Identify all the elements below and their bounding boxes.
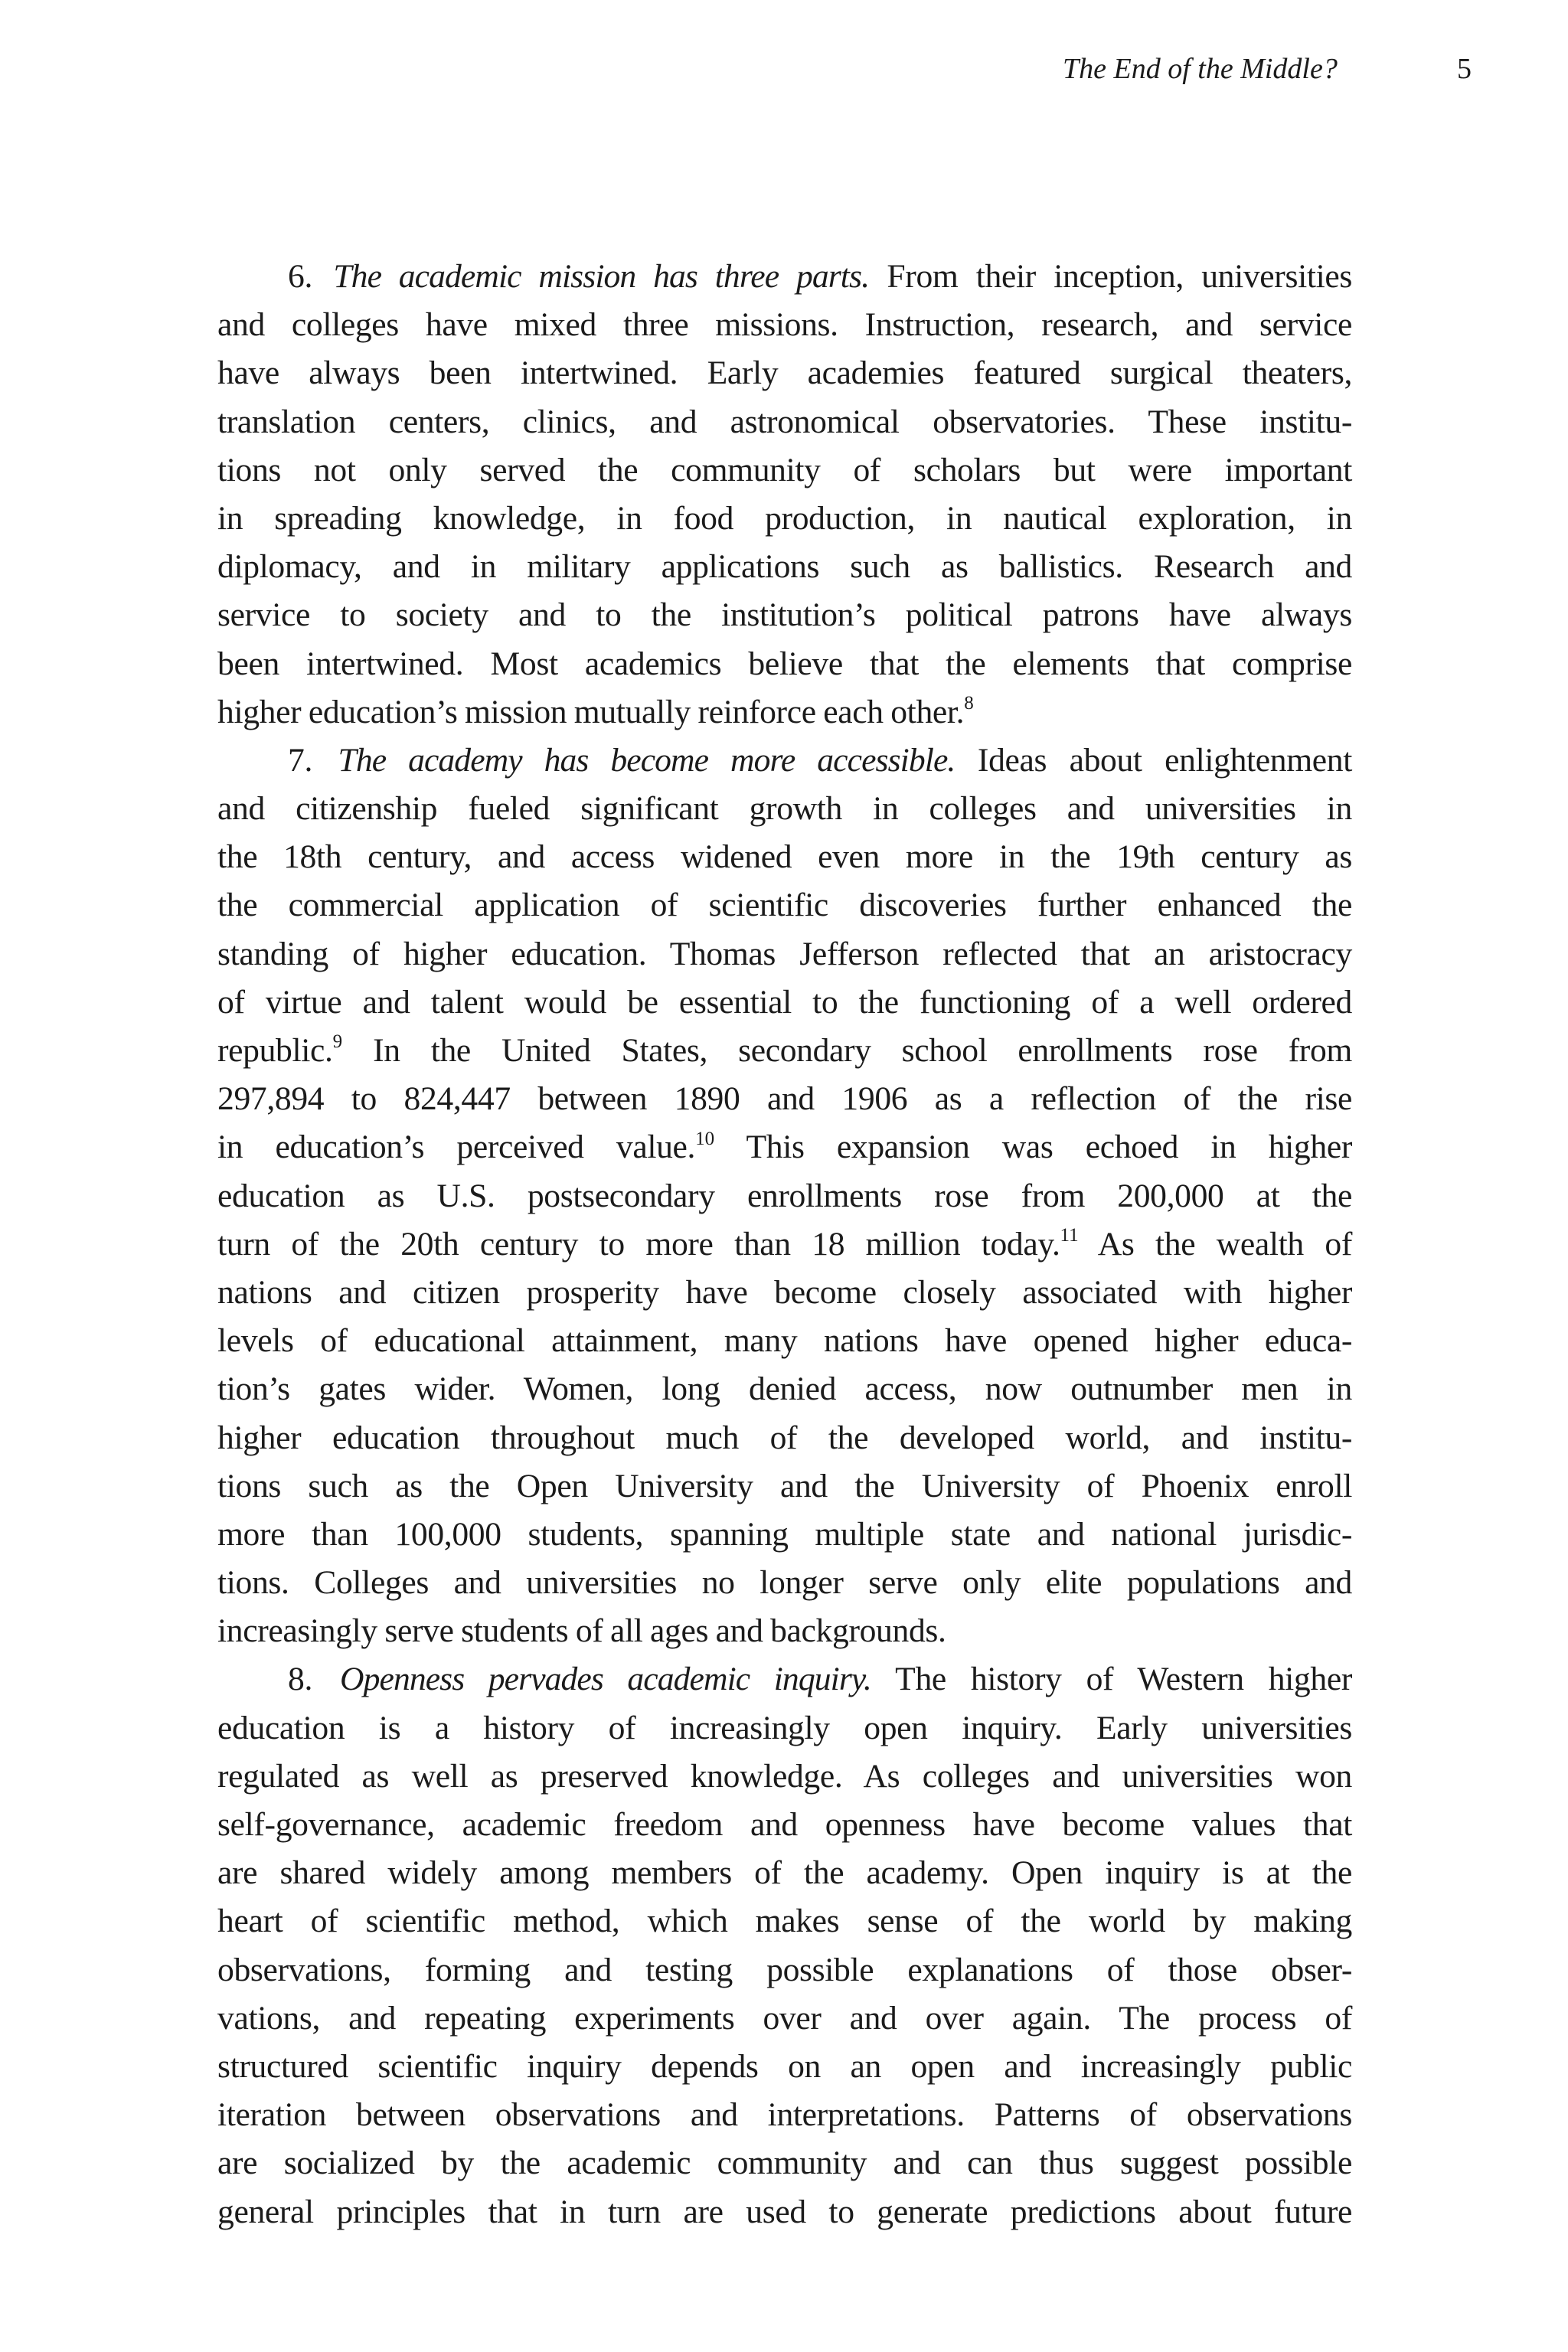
text-line: nations and citizen prosperity have become closely associated with higher: [217, 1273, 1352, 1311]
footnote-marker: 10: [695, 1128, 715, 1149]
text-line: levels of educational attainment, many nations have opened higher educa-: [217, 1322, 1352, 1360]
text-line: and citizenship fueled significant growth in colleges and universities in: [217, 790, 1352, 828]
body-text: [217, 253, 1352, 2236]
text-line: service to society and to the institution’s political patrons have always: [217, 596, 1352, 634]
text-line: regulated as well as preserved knowledge. As colleges and universities won: [217, 1757, 1352, 1795]
text-line: and colleges have mixed three missions. Instruction, research, and service: [217, 306, 1352, 344]
text-line: of virtue and talent would be essential to the functioning of a well ordered: [217, 983, 1352, 1021]
paragraph-heading: The academy has become more accessible.: [338, 741, 956, 779]
text-line: structured scientific inquiry depends on an open and increasingly public: [217, 2047, 1352, 2085]
text-line: 8. Openness pervades academic inquiry. The history of Western higher: [288, 1661, 1352, 1698]
text-line: higher education throughout much of the developed world, and institu-: [217, 1419, 1352, 1456]
paragraph-heading: Openness pervades academic inquiry.: [340, 1661, 871, 1698]
text-line: 297,894 to 824,447 between 1890 and 1906 as a reflection of the rise: [217, 1080, 1352, 1118]
running-head: [0, 47, 1568, 90]
text-line: the 18th century, and access widened even more in the 19th century as: [217, 838, 1352, 876]
text-line: higher education’s mission mutually reinforce each other.$^8$: [217, 693, 974, 730]
text-line: increasingly serve students of all ages and backgrounds.: [217, 1612, 946, 1650]
text-line: observations, forming and testing possible explanations of those obser-: [217, 1951, 1352, 1988]
text-line: been intertwined. Most academics believe that the elements that comprise: [217, 645, 1352, 682]
text-line: 6. The academic mission has three parts. From their inception, universities: [288, 258, 1352, 295]
text-line: education is a history of increasingly open inquiry. Early universities: [217, 1709, 1352, 1746]
running-title: The End of the Middle?: [1063, 53, 1338, 85]
text-line: tions. Colleges and universities no longer serve only elite populations and: [217, 1564, 1352, 1602]
paragraph-6: [217, 253, 1352, 737]
footnote-marker: 9: [332, 1031, 343, 1053]
text-line: diplomacy, and in military applications such as ballistics. Research and: [217, 548, 1352, 586]
footnote-marker: 8: [964, 693, 974, 714]
text-line: standing of higher education. Thomas Jefferson reflected that an aristocracy: [217, 935, 1352, 972]
text-line: turn of the 20th century to more than 18 million today.$^{11}$ As the wealth of: [217, 1225, 1352, 1263]
text-line: tions not only served the community of scholars but were important: [217, 451, 1352, 488]
text-line: 7. The academy has become more accessible. Ideas about enlightenment: [288, 741, 1352, 779]
paragraph-heading: The academic mission has three parts.: [333, 258, 870, 295]
text-line: more than 100,000 students, spanning multiple state and national jurisdic-: [217, 1515, 1352, 1553]
footnote-marker: 11: [1060, 1225, 1079, 1246]
text-line: education as U.S. postsecondary enrollments rose from 200,000 at the: [217, 1177, 1352, 1214]
paragraph-7: [217, 737, 1352, 1656]
text-line: republic.$^9$ In the United States, secondary school enrollments rose from: [217, 1031, 1352, 1069]
paragraph-number: 7.: [288, 741, 312, 779]
text-line: are shared widely among members of the academy. Open inquiry is at the: [217, 1854, 1352, 1892]
paragraph-number: 8.: [288, 1661, 312, 1698]
text-line: general principles that in turn are used to generate predictions about future: [217, 2193, 1352, 2230]
paragraph-number: 6.: [288, 258, 312, 295]
text-line: tions such as the Open University and the University of Phoenix enroll: [217, 1467, 1352, 1504]
text-line: vations, and repeating experiments over and over again. The process of: [217, 1999, 1352, 2037]
text-line: tion’s gates wider. Women, long denied access, now outnumber men in: [217, 1370, 1352, 1408]
text-line: iteration between observations and interpretations. Patterns of observations: [217, 2096, 1352, 2134]
text-line: in education’s perceived value.$^{10}$ This expansion was echoed in higher: [217, 1128, 1352, 1166]
paragraph-8: [217, 1655, 1352, 2236]
text-line: translation centers, clinics, and astronomical observatories. These institu-: [217, 403, 1352, 440]
text-line: are socialized by the academic community and can thus suggest possible: [217, 2145, 1352, 2182]
page-number: 5: [1457, 53, 1472, 85]
text-line: the commercial application of scientific discoveries further enhanced the: [217, 887, 1352, 924]
text-line: in spreading knowledge, in food production, in nautical exploration, in: [217, 499, 1352, 537]
text-line: have always been intertwined. Early academies featured surgical theaters,: [217, 354, 1352, 392]
text-line: self-governance, academic freedom and openness have become values that: [217, 1806, 1352, 1843]
text-line: heart of scientific method, which makes sense of the world by making: [217, 1903, 1352, 1940]
